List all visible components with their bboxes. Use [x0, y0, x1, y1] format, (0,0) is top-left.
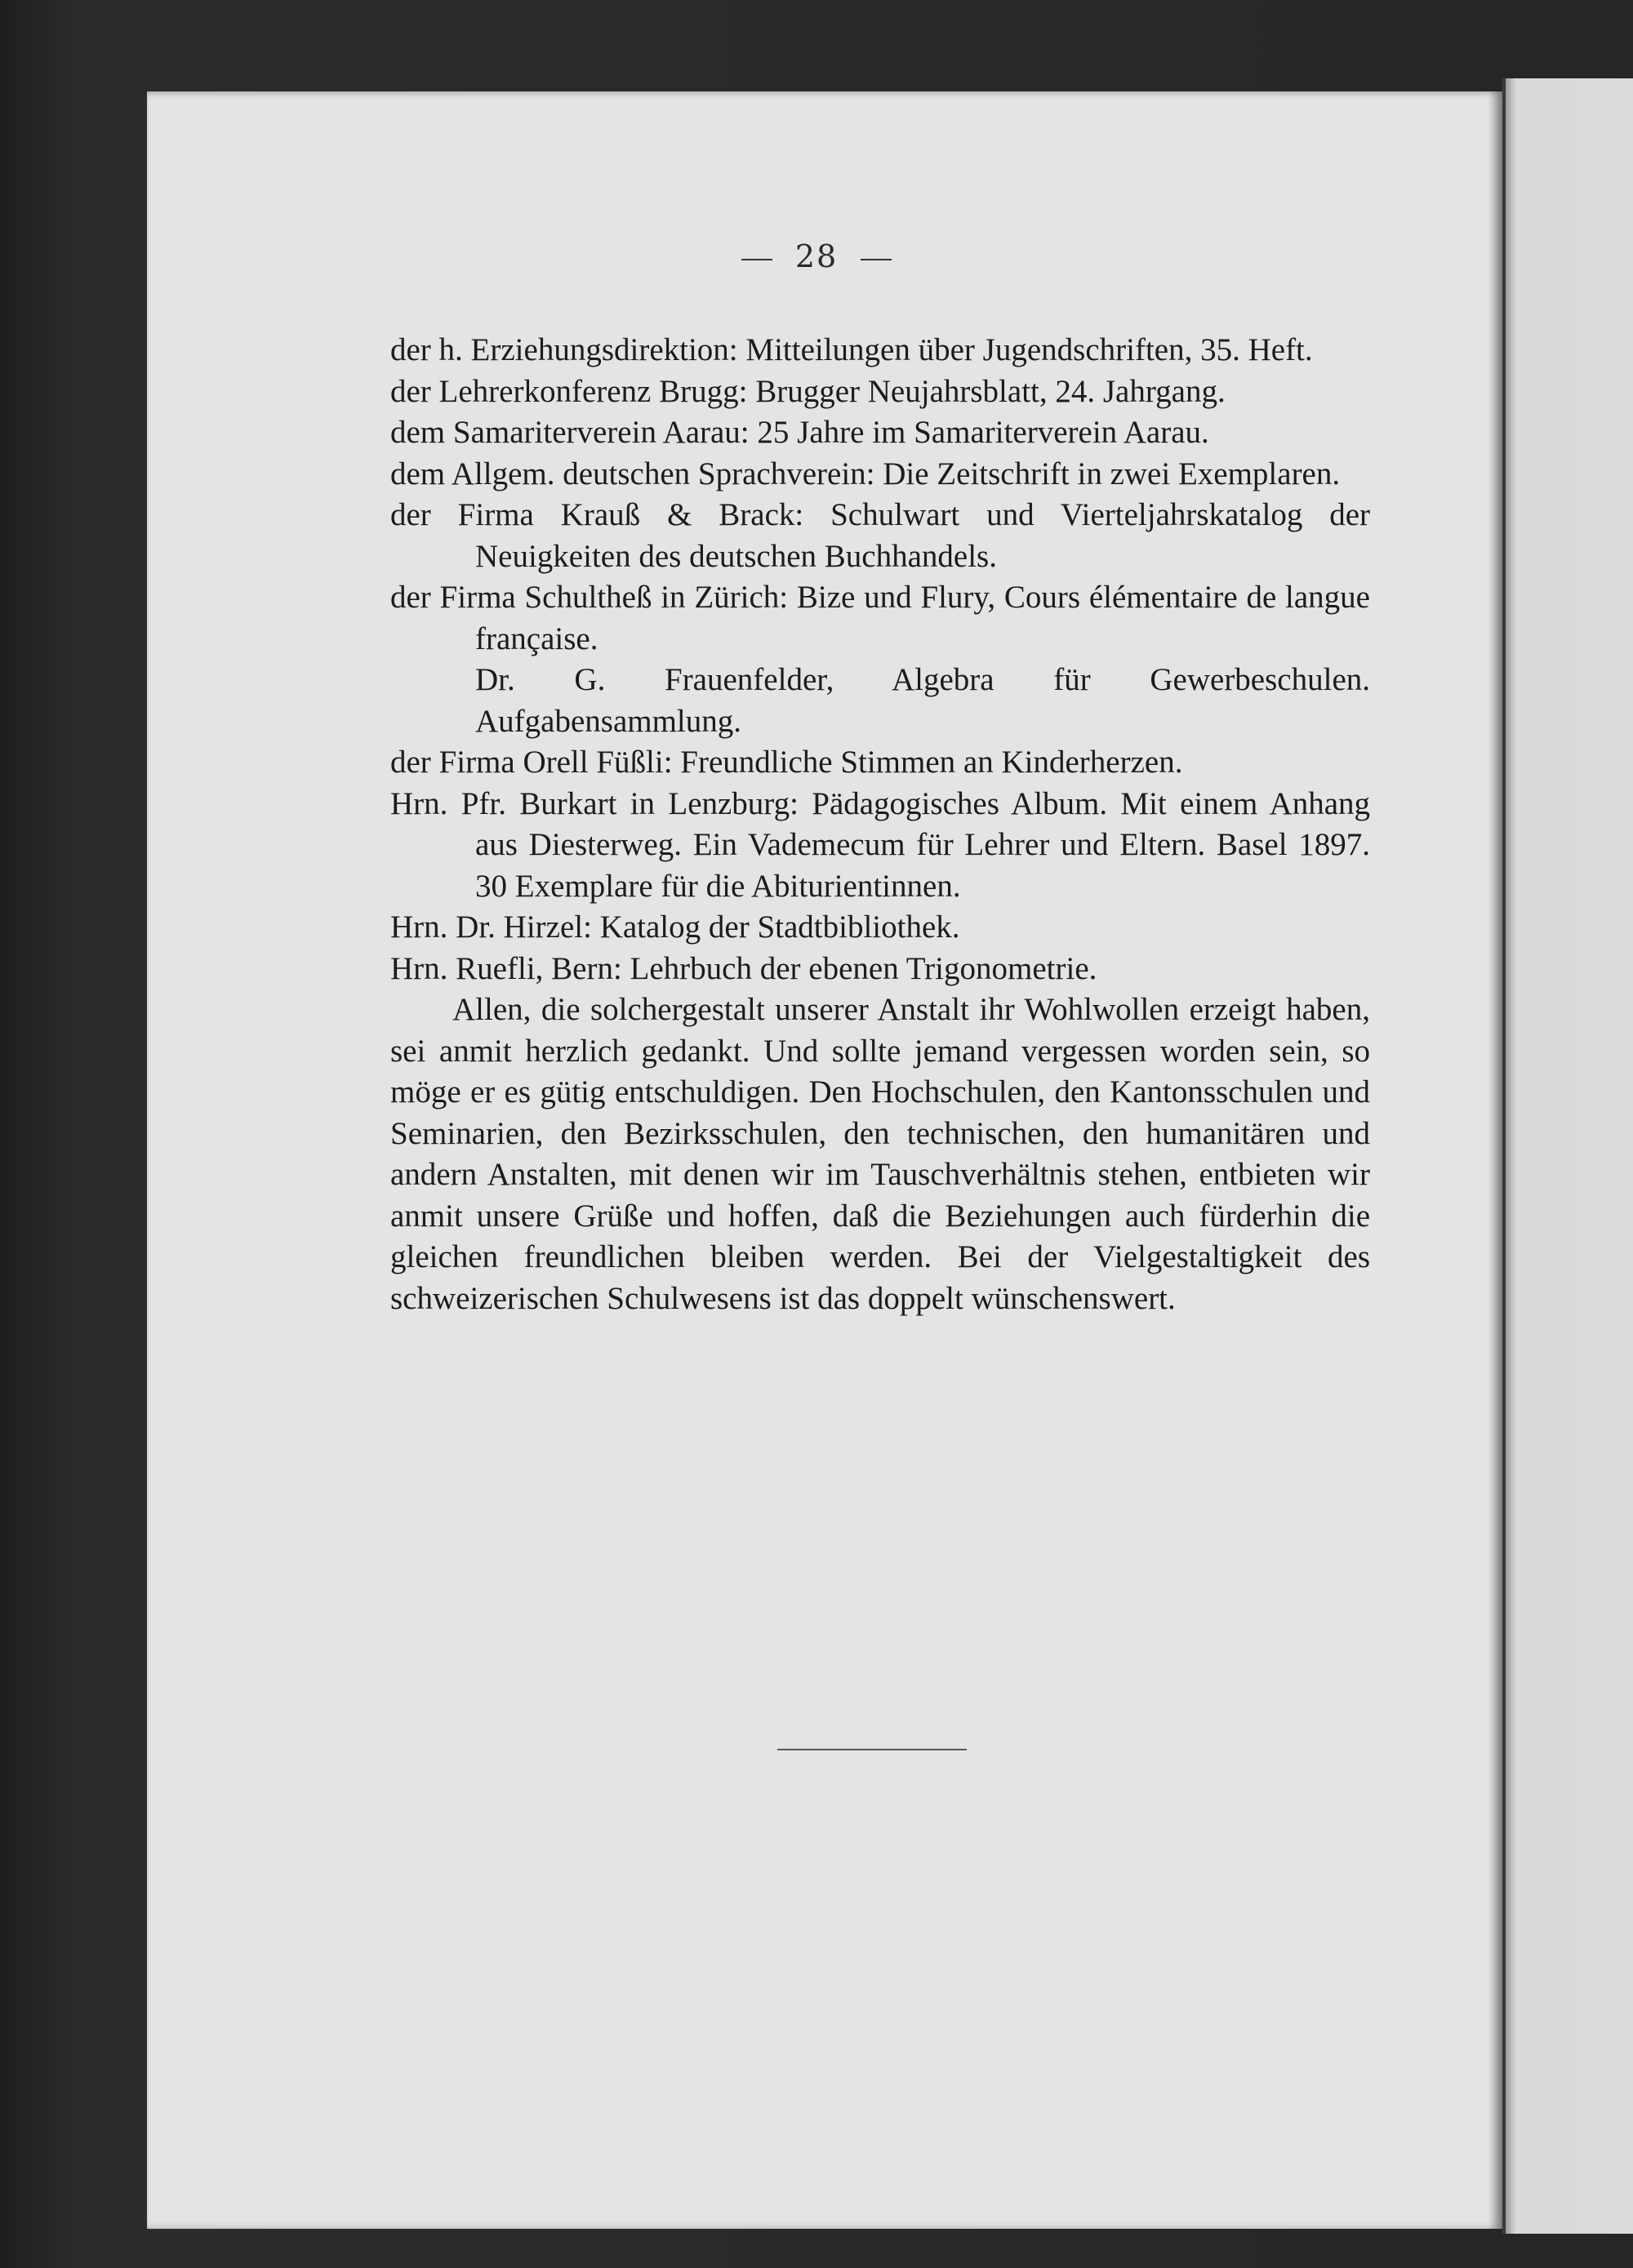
donor: der Firma Orell Füßli:: [390, 745, 673, 780]
donor: dem Allgem. deutschen Sprachverein:: [390, 456, 875, 491]
donation-entry: [390, 330, 1370, 371]
gift: Mitteilungen über Jugendschriften, 35. Heft.: [745, 332, 1313, 367]
donor: der h. Erziehungsdirektion:: [390, 332, 738, 367]
donor: dem Samariterverein Aarau:: [390, 415, 750, 450]
donation-entry: [390, 742, 1370, 784]
page-number-header: [0, 238, 1633, 274]
gift: Freundliche Stimmen an Kinderherzen.: [680, 745, 1183, 780]
page-number: 28: [794, 238, 839, 274]
facing-page-edge: [1502, 78, 1633, 2234]
donation-entry: [390, 784, 1370, 908]
donor: der Lehrerkonferenz Brugg:: [390, 373, 748, 409]
gift: Brugger Neujahrsblatt, 24. Jahrgang.: [755, 373, 1226, 409]
page-body: [390, 330, 1370, 1319]
donation-entry: [390, 371, 1370, 413]
donor: der Firma Krauß & Brack:: [390, 497, 804, 532]
donor: Hrn. Ruefli, Bern:: [390, 950, 622, 986]
folio-dash-left: [741, 259, 772, 260]
closing-paragraph: Allen, die solchergestalt unserer Anstalt ihr Wohlwollen erzeigt haben, sei anmit herzlich gedankt. Und sollte jemand vergessen worden sein, so möge er es gütig entschuldigen. Den Hochschulen, den Kantonsschulen und Seminarien, den Bezirksschulen, den technischen, den humanitären und andern Anstalten, mit denen wir im Tauschverhältnis stehen, entbieten wir anmit unsere Grüße und hoffen, daß die Beziehungen auch fürderhin die gleichen freundlichen bleiben werden. Bei der Vielgestaltigkeit des schweizerischen Schulwesens ist das doppelt wünschenswert.: [390, 992, 1370, 1316]
donation-entry: [390, 949, 1370, 990]
gift: Katalog der Stadtbibliothek.: [599, 909, 960, 945]
gift: Schulwart und Vierteljahrskatalog der Neuigkeiten des deutschen Buchhandels.: [475, 497, 1371, 574]
donor: Hrn. Pfr. Burkart in Lenzburg:: [390, 785, 799, 821]
donation-entry: [390, 577, 1370, 660]
gift: 25 Jahre im Samariterverein Aarau.: [757, 415, 1209, 450]
donation-sub-entry: Dr. G. Frauenfelder, Algebra für Gewerbeschulen. Aufgabensammlung.: [475, 662, 1370, 739]
donor: der Firma Schultheß in Zürich:: [390, 580, 789, 615]
end-rule: [777, 1749, 967, 1750]
donation-entry: [390, 412, 1370, 454]
donation-entry: [390, 454, 1370, 496]
gift: Bize und Flury, Cours élémentaire de langue française.: [475, 580, 1370, 656]
donation-entry: [390, 907, 1370, 949]
folio-dash-right: [861, 259, 892, 260]
donation-entry: [390, 495, 1370, 577]
donor: Hrn. Dr. Hirzel:: [390, 909, 592, 945]
gift: Die Zeitschrift in zwei Exemplaren.: [883, 456, 1341, 491]
gift: Lehrbuch der ebenen Trigonometrie.: [630, 950, 1097, 986]
gift: Pädagogisches Album. Mit einem Anhang aus Diesterweg. Ein Vademecum für Lehrer und Eltern. Basel 1897. 30 Exemplare für die Abiturientinnen.: [475, 785, 1371, 904]
